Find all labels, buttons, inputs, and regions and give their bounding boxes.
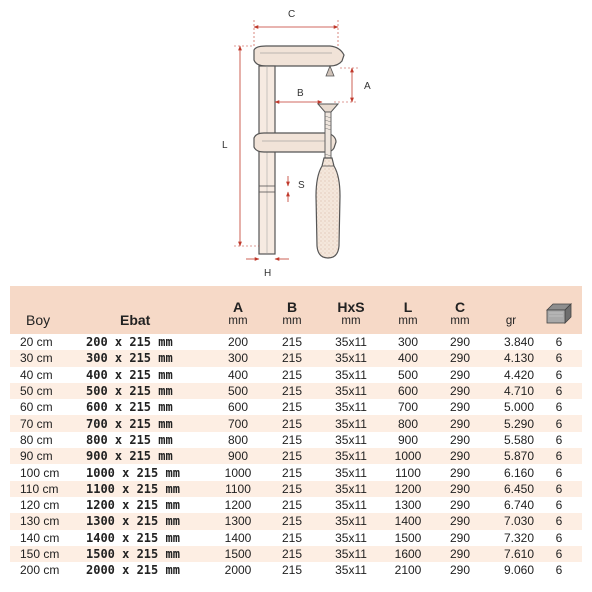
cell-c: 290 bbox=[449, 465, 471, 480]
cell-c: 290 bbox=[449, 416, 471, 431]
cell-a: 1300 bbox=[224, 514, 252, 529]
cell-l: 300 bbox=[397, 335, 419, 350]
table-row bbox=[10, 415, 582, 431]
cell-ebat: 2000 x 215 mm bbox=[86, 563, 180, 578]
table-row bbox=[10, 497, 582, 513]
wooden-handle bbox=[316, 158, 340, 258]
cell-boy: 100 cm bbox=[20, 465, 60, 480]
cell-gr: 6.450 bbox=[503, 481, 534, 496]
cell-a: 1200 bbox=[224, 498, 252, 513]
cell-boy: 70 cm bbox=[20, 416, 53, 431]
dim-label-c: C bbox=[288, 9, 296, 20]
cell-hxs: 35x11 bbox=[335, 514, 367, 529]
cell-l: 700 bbox=[397, 400, 419, 415]
cell-ebat: 1300 x 215 mm bbox=[86, 514, 180, 529]
cell-b: 215 bbox=[281, 547, 303, 561]
cell-l: 900 bbox=[397, 432, 419, 447]
cell-b: 215 bbox=[281, 335, 303, 350]
table-header-row bbox=[10, 286, 582, 334]
cell-l: 400 bbox=[397, 351, 419, 366]
cell-boy: 90 cm bbox=[20, 449, 53, 464]
cell-b: 215 bbox=[281, 367, 303, 382]
cell-c: 290 bbox=[449, 498, 471, 513]
cell-qty: 6 bbox=[555, 432, 563, 447]
cell-ebat: 1500 x 215 mm bbox=[86, 547, 180, 561]
cell-boy: 110 cm bbox=[20, 481, 59, 496]
cell-qty: 6 bbox=[555, 563, 563, 578]
cell-gr: 7.610 bbox=[503, 547, 534, 561]
cell-l: 2100 bbox=[394, 563, 422, 578]
cell-b: 215 bbox=[281, 432, 303, 447]
cell-boy: 120 cm bbox=[20, 498, 60, 513]
cell-hxs: 35x11 bbox=[335, 400, 367, 415]
cell-b: 215 bbox=[281, 416, 303, 431]
cell-qty: 6 bbox=[555, 384, 563, 399]
cell-gr: 7.030 bbox=[503, 514, 534, 529]
cell-hxs: 35x11 bbox=[335, 432, 367, 447]
header-a: A mm bbox=[228, 299, 248, 327]
cell-b: 215 bbox=[281, 351, 303, 366]
cell-c: 290 bbox=[449, 530, 471, 545]
cell-b: 215 bbox=[281, 530, 303, 545]
cell-c: 290 bbox=[449, 514, 471, 529]
table-row bbox=[10, 432, 582, 448]
cell-qty: 6 bbox=[555, 416, 563, 431]
cell-qty: 6 bbox=[555, 547, 563, 561]
cell-gr: 4.710 bbox=[503, 384, 534, 399]
cell-gr: 6.740 bbox=[503, 498, 534, 513]
cell-gr: 5.870 bbox=[503, 449, 534, 464]
cell-gr: 5.000 bbox=[503, 400, 534, 415]
cell-hxs: 35x11 bbox=[335, 563, 367, 578]
cell-qty: 6 bbox=[555, 530, 563, 545]
cell-l: 1400 bbox=[394, 514, 422, 529]
cell-b: 215 bbox=[281, 449, 303, 464]
cell-ebat: 500 x 215 mm bbox=[86, 384, 173, 399]
cell-a: 700 bbox=[227, 416, 249, 431]
cell-qty: 6 bbox=[555, 367, 563, 382]
cell-qty: 6 bbox=[555, 449, 563, 464]
cell-c: 290 bbox=[449, 432, 471, 447]
cell-ebat: 200 x 215 mm bbox=[86, 335, 173, 350]
cell-c: 290 bbox=[449, 335, 471, 350]
cell-c: 290 bbox=[449, 563, 471, 578]
cell-boy: 150 cm bbox=[20, 547, 60, 561]
cell-boy: 200 cm bbox=[20, 563, 60, 578]
table-row bbox=[10, 530, 582, 546]
table-row bbox=[10, 513, 582, 529]
header-c: C mm bbox=[450, 299, 470, 327]
cell-a: 800 bbox=[227, 432, 249, 447]
cell-b: 215 bbox=[281, 481, 303, 496]
header-hxs: HxS mm bbox=[337, 299, 365, 327]
cell-b: 215 bbox=[281, 563, 303, 578]
cell-hxs: 35x11 bbox=[335, 449, 367, 464]
cell-qty: 6 bbox=[555, 498, 563, 513]
cell-a: 500 bbox=[227, 384, 249, 399]
cell-l: 1500 bbox=[394, 530, 422, 545]
table-row bbox=[10, 334, 582, 350]
table-row bbox=[10, 367, 582, 383]
cell-qty: 6 bbox=[555, 514, 563, 529]
cell-a: 400 bbox=[227, 367, 249, 382]
cell-l: 800 bbox=[397, 416, 419, 431]
cell-ebat: 800 x 215 mm bbox=[86, 432, 173, 447]
cell-gr: 6.160 bbox=[503, 465, 534, 480]
cell-l: 1200 bbox=[394, 481, 422, 496]
header-ebat: Ebat bbox=[120, 312, 151, 328]
cell-a: 1100 bbox=[225, 481, 251, 496]
cell-l: 500 bbox=[397, 367, 419, 382]
cell-a: 2000 bbox=[224, 563, 252, 578]
cell-a: 1400 bbox=[224, 530, 252, 545]
table-row bbox=[10, 464, 582, 480]
cell-c: 290 bbox=[449, 547, 471, 561]
cell-hxs: 35x11 bbox=[335, 384, 367, 399]
cell-hxs: 35x11 bbox=[335, 335, 367, 350]
box-icon bbox=[544, 301, 574, 325]
header-l: L mm bbox=[398, 299, 418, 327]
cell-hxs: 35x11 bbox=[335, 367, 367, 382]
table-row bbox=[10, 562, 582, 578]
header-qty bbox=[536, 286, 582, 334]
cell-gr: 5.290 bbox=[503, 416, 534, 431]
table-row bbox=[10, 448, 582, 464]
cell-boy: 30 cm bbox=[20, 351, 53, 366]
cell-qty: 6 bbox=[555, 351, 563, 366]
table-row bbox=[10, 399, 582, 415]
cell-qty: 6 bbox=[555, 465, 563, 480]
cell-a: 300 bbox=[227, 351, 249, 366]
cell-c: 290 bbox=[449, 351, 471, 366]
table-row bbox=[10, 546, 582, 562]
cell-a: 1000 bbox=[224, 465, 252, 480]
cell-ebat: 900 x 215 mm bbox=[86, 449, 173, 464]
cell-c: 290 bbox=[449, 400, 471, 415]
cell-gr: 9.060 bbox=[503, 563, 534, 578]
header-gr: gr bbox=[505, 315, 517, 327]
cell-ebat: 300 x 215 mm bbox=[86, 351, 173, 366]
cell-c: 290 bbox=[449, 449, 471, 464]
cell-c: 290 bbox=[449, 481, 471, 496]
cell-gr: 3.840 bbox=[503, 335, 534, 350]
cell-boy: 80 cm bbox=[20, 432, 53, 447]
cell-gr: 4.420 bbox=[503, 367, 534, 382]
cell-ebat: 400 x 215 mm bbox=[86, 367, 173, 382]
dim-label-a: A bbox=[364, 81, 371, 92]
swivel-pad bbox=[318, 104, 338, 112]
cell-qty: 6 bbox=[555, 400, 563, 415]
cell-l: 1600 bbox=[394, 547, 422, 561]
cell-gr: 7.320 bbox=[503, 530, 534, 545]
cell-a: 200 bbox=[227, 335, 249, 350]
cell-a: 600 bbox=[227, 400, 249, 415]
cell-qty: 6 bbox=[555, 335, 563, 350]
cell-ebat: 1200 x 215 mm bbox=[86, 498, 180, 513]
upper-jaw bbox=[254, 46, 344, 66]
header-b: B mm bbox=[282, 299, 302, 327]
table-row bbox=[10, 481, 582, 497]
cell-l: 1100 bbox=[395, 465, 421, 480]
cell-hxs: 35x11 bbox=[335, 481, 367, 496]
clamp-screw bbox=[325, 112, 331, 158]
cell-ebat: 1400 x 215 mm bbox=[86, 530, 180, 545]
cell-boy: 20 cm bbox=[20, 335, 53, 350]
cell-hxs: 35x11 bbox=[335, 416, 367, 431]
cell-hxs: 35x11 bbox=[335, 351, 367, 366]
cell-l: 1000 bbox=[394, 449, 422, 464]
table-row bbox=[10, 383, 582, 399]
cell-hxs: 35x11 bbox=[335, 498, 367, 513]
header-boy: Boy bbox=[26, 312, 51, 328]
cell-gr: 5.580 bbox=[503, 432, 534, 447]
cell-l: 600 bbox=[397, 384, 419, 399]
cell-ebat: 600 x 215 mm bbox=[86, 400, 173, 415]
cell-hxs: 35x11 bbox=[335, 547, 367, 561]
cell-a: 1500 bbox=[224, 547, 252, 561]
cell-boy: 140 cm bbox=[20, 530, 60, 545]
dim-label-b: B bbox=[297, 88, 304, 99]
cell-hxs: 35x11 bbox=[335, 465, 367, 480]
cell-boy: 130 cm bbox=[20, 514, 60, 529]
dim-label-h: H bbox=[264, 268, 272, 279]
cell-gr: 4.130 bbox=[503, 351, 534, 366]
cell-boy: 40 cm bbox=[20, 367, 53, 382]
cell-ebat: 1100 x 215 mm bbox=[86, 481, 180, 496]
cell-b: 215 bbox=[281, 400, 303, 415]
dim-label-s: S bbox=[298, 180, 305, 191]
cell-ebat: 1000 x 215 mm bbox=[86, 465, 180, 480]
table-row bbox=[10, 350, 582, 366]
cell-boy: 60 cm bbox=[20, 400, 53, 415]
cell-b: 215 bbox=[281, 465, 303, 480]
cell-b: 215 bbox=[281, 498, 303, 513]
clamp-diagram bbox=[0, 0, 592, 282]
spec-table bbox=[10, 286, 582, 578]
cell-b: 215 bbox=[281, 384, 303, 399]
cell-c: 290 bbox=[449, 384, 471, 399]
cell-b: 215 bbox=[281, 514, 303, 529]
cell-a: 900 bbox=[227, 449, 249, 464]
cell-hxs: 35x11 bbox=[335, 530, 367, 545]
cell-c: 290 bbox=[449, 367, 471, 382]
cell-boy: 50 cm bbox=[20, 384, 53, 399]
movable-arm bbox=[254, 133, 336, 152]
cell-l: 1300 bbox=[394, 498, 422, 513]
cell-qty: 6 bbox=[555, 481, 563, 496]
cell-ebat: 700 x 215 mm bbox=[86, 416, 173, 431]
dim-label-l: L bbox=[222, 140, 228, 151]
